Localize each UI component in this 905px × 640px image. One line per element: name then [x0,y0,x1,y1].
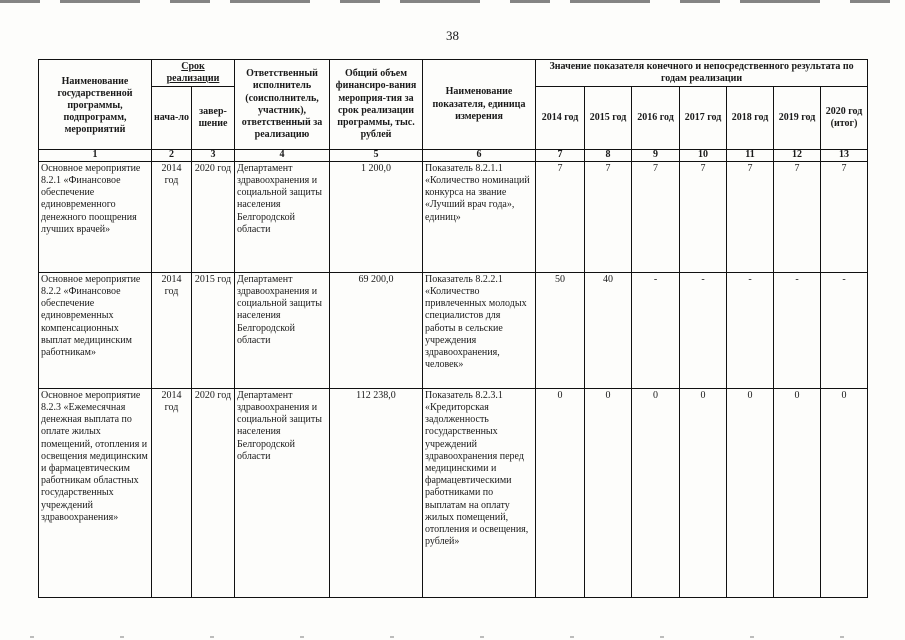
column-number-row [39,150,868,162]
value-cell: - [774,272,821,388]
value-cell: 7 [585,161,632,272]
value-cell: - [727,272,774,388]
value-cell: 0 [774,388,821,597]
value-cell: 0 [632,388,680,597]
value-cell: 7 [632,161,680,272]
column-number: 8 [585,150,632,162]
value-cell: 0 [821,388,868,597]
column-number: 11 [727,150,774,162]
funding-cell: 69 200,0 [330,272,423,388]
column-number: 4 [235,150,330,162]
indicator-cell: Показатель 8.2.3.1 «Кредиторская задолженность государственных учреждений здравоохранения перед медицинскими и фармацевтическими работниками по выплатам на оплату жилых помещений, отопления и освещения, рублей» [423,388,536,597]
header-year-2016: 2016 год [632,87,680,150]
value-cell: 0 [680,388,727,597]
activity-cell: Основное мероприятие 8.2.1 «Финансовое обеспечение единовременного денежного поощрения лучших врачей» [39,161,152,272]
scan-edge-bottom [0,636,905,638]
header-year-2018: 2018 год [727,87,774,150]
column-number: 1 [39,150,152,162]
column-number: 5 [330,150,423,162]
responsible-cell: Департамент здравоохранения и социальной защиты населения Белгородской области [235,388,330,597]
header-year-2017: 2017 год [680,87,727,150]
column-number: 13 [821,150,868,162]
header-year-2015: 2015 год [585,87,632,150]
indicator-cell: Показатель 8.2.1.1 «Количество номинаций конкурса на звание «Лучший врач года», единиц» [423,161,536,272]
funding-cell: 1 200,0 [330,161,423,272]
header-responsible: Ответственный исполнитель (соисполнитель, участник), ответственный за реализацию [235,60,330,150]
table-row [39,388,868,597]
column-number: 2 [152,150,192,162]
value-cell: - [821,272,868,388]
column-number: 9 [632,150,680,162]
activity-cell: Основное мероприятие 8.2.3 «Ежемесячная денежная выплата по оплате жилых помещений, отопления и освещения медицинским и фармацевтическим работникам областных государственных учреждений здравоохранения» [39,388,152,597]
value-cell: 7 [774,161,821,272]
end-cell: 2020 год [192,161,235,272]
end-cell: 2020 год [192,388,235,597]
start-cell: 2014 год [152,388,192,597]
header-funding: Общий объем финансиро-вания мероприя-тия за срок реализации программы, тыс. рублей [330,60,423,150]
header-values-group: Значение показателя конечного и непосредственного результата по годам реализации [536,60,868,87]
header-term-start: нача-ло [152,87,192,150]
header-program-name: Наименование государственной программы, подпрограмм, мероприятий [39,60,152,150]
header-year-2020: 2020 год (итог) [821,87,868,150]
responsible-cell: Департамент здравоохранения и социальной защиты населения Белгородской области [235,272,330,388]
value-cell: 7 [680,161,727,272]
column-number: 12 [774,150,821,162]
column-number: 3 [192,150,235,162]
value-cell: 7 [536,161,585,272]
value-cell: 7 [727,161,774,272]
value-cell: 40 [585,272,632,388]
value-cell: 0 [536,388,585,597]
column-number: 7 [536,150,585,162]
value-cell: - [632,272,680,388]
value-cell: 50 [536,272,585,388]
responsible-cell: Департамент здравоохранения и социальной защиты населения Белгородской области [235,161,330,272]
column-number: 6 [423,150,536,162]
header-term-end: завер-шение [192,87,235,150]
header-indicator-name: Наименование показателя, единица измерения [423,60,536,150]
table-row [39,161,868,272]
scan-edge-top [0,0,905,3]
page-number: 38 [446,28,459,43]
program-table [38,59,868,598]
value-cell: - [680,272,727,388]
header-row-1 [39,60,868,87]
table-row [39,272,868,388]
header-year-2019: 2019 год [774,87,821,150]
activity-cell: Основное мероприятие 8.2.2 «Финансовое обеспечение единовременных компенсационных выплат медицинским работникам» [39,272,152,388]
end-cell: 2015 год [192,272,235,388]
column-number: 10 [680,150,727,162]
start-cell: 2014 год [152,272,192,388]
indicator-cell: Показатель 8.2.2.1 «Количество привлеченных молодых специалистов для работы в сельские учреждения здравоохранения, человек» [423,272,536,388]
value-cell: 7 [821,161,868,272]
funding-cell: 112 238,0 [330,388,423,597]
start-cell: 2014 год [152,161,192,272]
value-cell: 0 [585,388,632,597]
header-term: Срок реализации [152,60,235,87]
value-cell: 0 [727,388,774,597]
header-year-2014: 2014 год [536,87,585,150]
